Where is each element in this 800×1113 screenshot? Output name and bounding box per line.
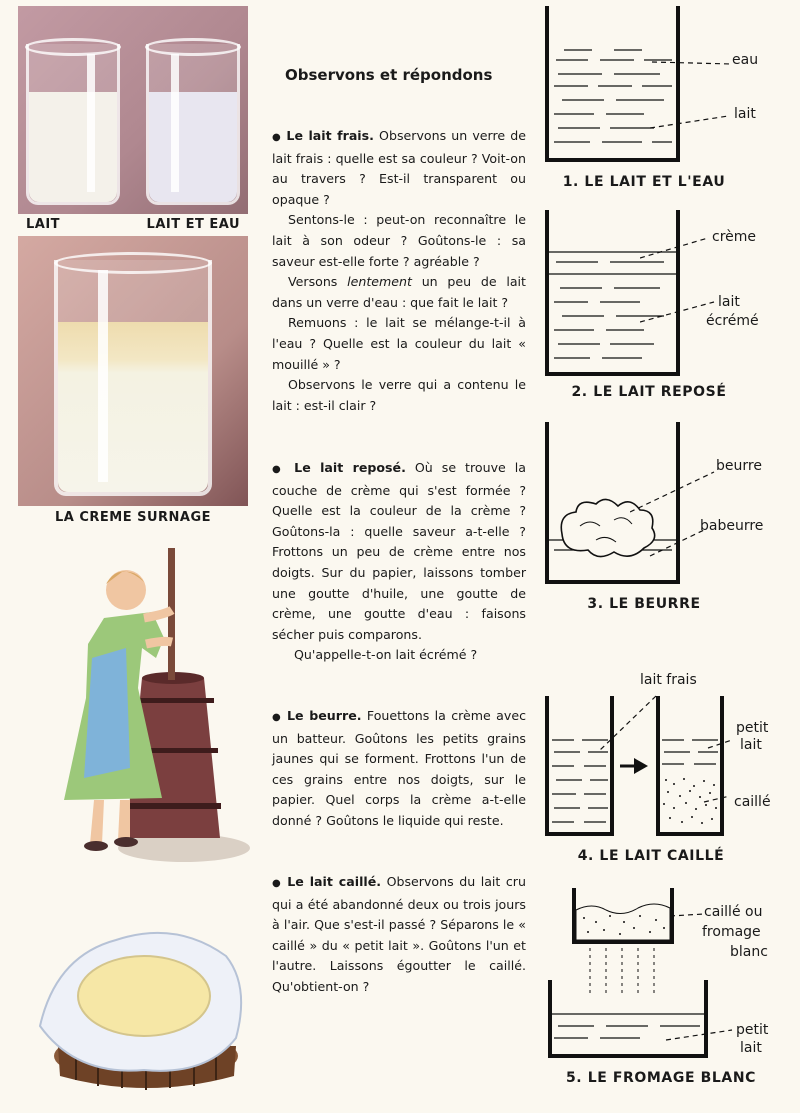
woman-churning-butter-illustration — [34, 548, 250, 868]
caption-diagram-2: 2. LE LAIT REPOSÉ — [571, 384, 727, 400]
label-lait-ecreme-1: lait — [718, 294, 740, 310]
page-heading: Observons et répondons — [285, 66, 493, 84]
label-blanc: blanc — [730, 944, 768, 960]
glass-of-milk — [26, 44, 120, 205]
section-title-lait-frais: ● Le lait frais. — [272, 128, 374, 143]
caption-diagram-1: 1. LE LAIT ET L'EAU — [562, 174, 726, 190]
lait-frais-p5: Observons le verre qui a contenu le lait : est-il clair ? — [272, 377, 526, 413]
label-petit-lait-bottom-2: lait — [740, 1040, 762, 1056]
diagram-1-leader-lines — [650, 50, 730, 140]
cream-glass-illustration — [18, 236, 248, 528]
label-petit-lait-1: petit — [736, 720, 769, 736]
section-lait-frais — [272, 126, 526, 416]
lait-frais-p4: Remuons : le lait se mélange-t-il à l'eau ? Quelle est la couleur du lait « mouillé » ? — [272, 315, 526, 372]
fromage-blanc-in-cloth-illustration — [36, 916, 250, 1092]
caption-lait: LAIT — [26, 216, 61, 232]
diagram-3-leader-lines — [630, 470, 720, 560]
lait-frais-p2: Sentons-le : peut-on reconnaître le lait à son odeur ? Goûtons-le : sa saveur est-elle forte ? agréable ? — [272, 212, 526, 269]
section-title-lait-caille: ● Le lait caillé. — [272, 874, 381, 889]
label-babeurre: babeurre — [700, 518, 764, 534]
section-lait-repose — [272, 458, 526, 666]
label-eau: eau — [732, 52, 759, 68]
label-caille: caillé — [734, 794, 771, 810]
caption-diagram-5: 5. LE FROMAGE BLANC — [565, 1070, 757, 1086]
label-lait-ecreme-2: écrémé — [706, 313, 759, 329]
caption-diagram-4: 4. LE LAIT CAILLÉ — [577, 848, 725, 864]
label-beurre: beurre — [716, 458, 762, 474]
lait-frais-p3: Versons lentement un peu de lait dans un verre d'eau : que fait le lait ? — [272, 274, 526, 310]
caption-lait-et-eau: LAIT ET EAU — [146, 216, 240, 232]
label-lait-frais: lait frais — [640, 672, 697, 688]
glass-with-cream — [54, 260, 212, 496]
label-fromage: fromage — [702, 924, 761, 940]
label-creme: crème — [712, 229, 757, 245]
label-caille-ou: caillé ou — [704, 904, 763, 920]
label-lait: lait — [734, 106, 756, 122]
section-title-beurre: ● Le beurre. — [272, 708, 362, 723]
beurre-p1: Fouettons la crème avec un batteur. Goûtons les petits grains jaunes qui se forment. Frottons l'un de ces grains entre nos doigts, sur le papier. Quel corps la crème a-t-elle donné ? Goûtons le liquide qui reste. — [272, 708, 526, 828]
label-petit-lait-bottom-1: petit — [736, 1022, 769, 1038]
section-beurre — [272, 706, 526, 832]
lait-frais-p1: Observons un verre de lait frais : quelle est sa couleur ? Voit-on au travers ? Est-il transparent ou opaque ? — [272, 128, 526, 207]
two-glasses-illustration — [18, 6, 248, 234]
lait-repose-p2: Qu'appelle-t-on lait écrémé ? — [294, 647, 478, 663]
caption-diagram-3: 3. LE BEURRE — [587, 596, 701, 612]
glass-of-milk-and-water — [146, 44, 240, 205]
label-petit-lait-2: lait — [740, 737, 762, 753]
lait-caille-p1: Observons du lait cru qui a été abandonné deux ou trois jours à l'air. Que s'est-il passé ? Séparons le « caillé » du « petit lait ». Goûtons l'un et l'autre. Laissons égoutter le caillé. Qu'obtient-on ? — [272, 874, 526, 994]
caption-la-creme-surnage: LA CREME SURNAGE — [54, 509, 212, 525]
lait-repose-p1: Où se trouve la couche de crème qui s'est formée ? Quelle est la couleur de la crème ? Goûtons-la : quelle saveur a-t-elle ? Frottons un peu de crème entre nos doigts. Sur du papier, laissons tomber une goutte d'huile, une goutte de crème, une goutte d'eau : faisons sécher puis comparons. — [272, 460, 526, 642]
section-title-lait-repose: ● Le lait reposé. — [272, 460, 406, 475]
section-lait-caille — [272, 872, 526, 998]
